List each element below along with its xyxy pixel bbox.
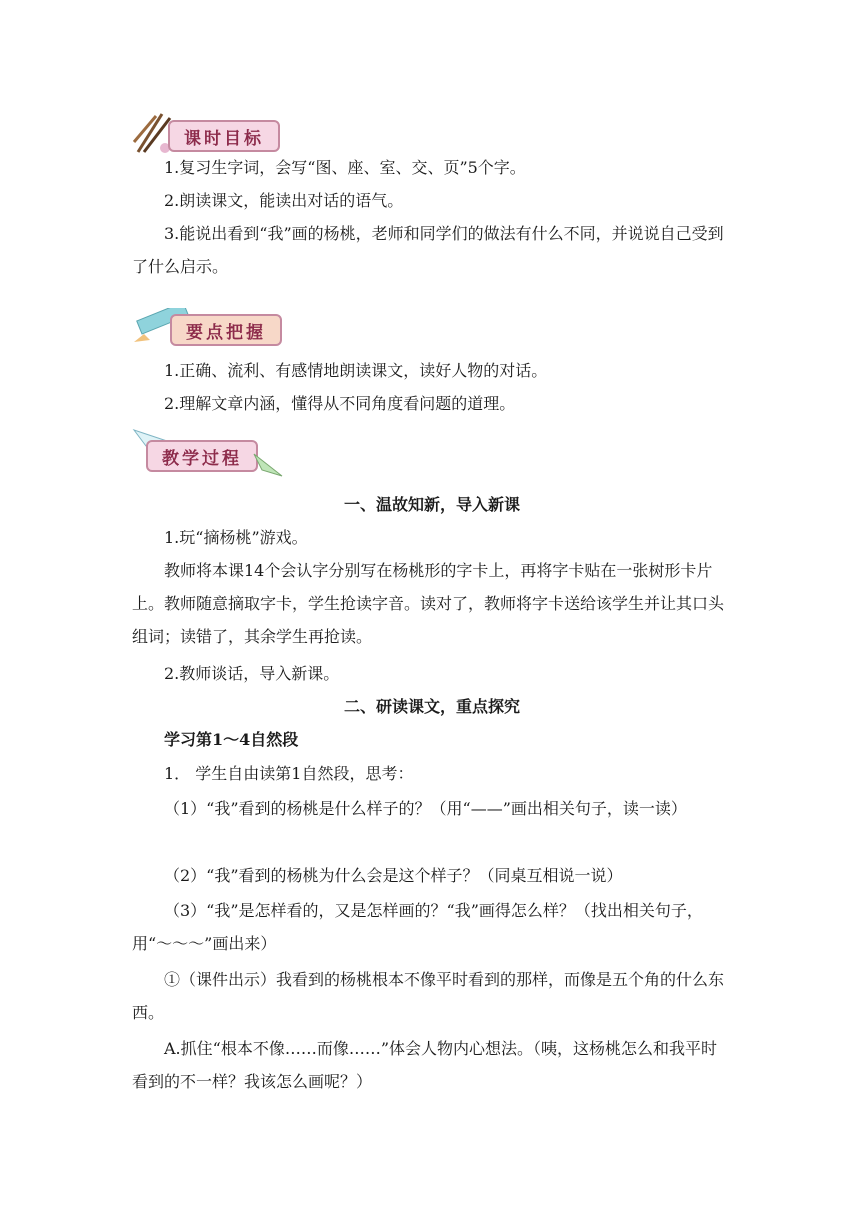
part2-subheading: 学习第1～4自然段	[164, 730, 299, 749]
objectives-title: 课时目标	[168, 120, 280, 152]
part1-heading: 一、温故知新，导入新课	[343, 495, 520, 514]
paper-plane-icon-2	[252, 450, 284, 478]
question-3: （3）“我”是怎样看的，又是怎样画的？“我”画得怎么样？（找出相关句子，用“～～～”画出来）	[132, 901, 703, 953]
quote-1: ①（课件出示）我看到的杨桃根本不像平时看到的那样，而像是五个角的什么东西。	[132, 970, 725, 1022]
part1-p2: 教师将本课14个会认字分别写在杨桃形的字卡上，再将字卡贴在一张树形卡片上。教师随意摘取字卡，学生抢读字音。读对了，教师将字卡送给该学生并让其口头组词；读错了，其余学生再抢读。	[132, 561, 725, 646]
key-point-1: 1.正确、流利、有感情地朗读课文，读好人物的对话。	[164, 361, 548, 380]
part1-p1: 1.玩“摘杨桃”游戏。	[164, 528, 308, 547]
point-a: A.抓住“根本不像……而像……”体会人物内心想法。（咦，这杨桃怎么和我平时看到的不一样？我该怎么画呢？）	[132, 1039, 718, 1091]
key-point-2: 2.理解文章内涵，懂得从不同角度看问题的道理。	[164, 394, 516, 413]
objectives-banner	[132, 112, 282, 156]
process-title: 教学过程	[146, 440, 258, 472]
key-points-title: 要点把握	[170, 314, 282, 346]
part2-heading: 二、研读课文，重点探究	[343, 697, 520, 716]
objective-1: 1.复习生字词，会写“图、座、室、交、页”5个字。	[164, 158, 526, 177]
question-intro: 1． 学生自由读第1自然段，思考：	[164, 764, 414, 783]
question-1: （1）“我”看到的杨桃是什么样子的？（用“——”画出相关句子，读一读）	[164, 799, 687, 818]
objective-2: 2.朗读课文，能读出对话的语气。	[164, 191, 404, 210]
part1-p3: 2.教师谈话，导入新课。	[164, 664, 340, 683]
question-2: （2）“我”看到的杨桃为什么会是这个样子？（同桌互相说一说）	[164, 866, 623, 885]
objective-3: 3.能说出看到“我”画的杨桃，老师和同学们的做法有什么不同，并说说自己受到了什么启示。	[132, 224, 724, 276]
process-banner	[132, 428, 292, 472]
key-points-banner	[132, 306, 282, 350]
